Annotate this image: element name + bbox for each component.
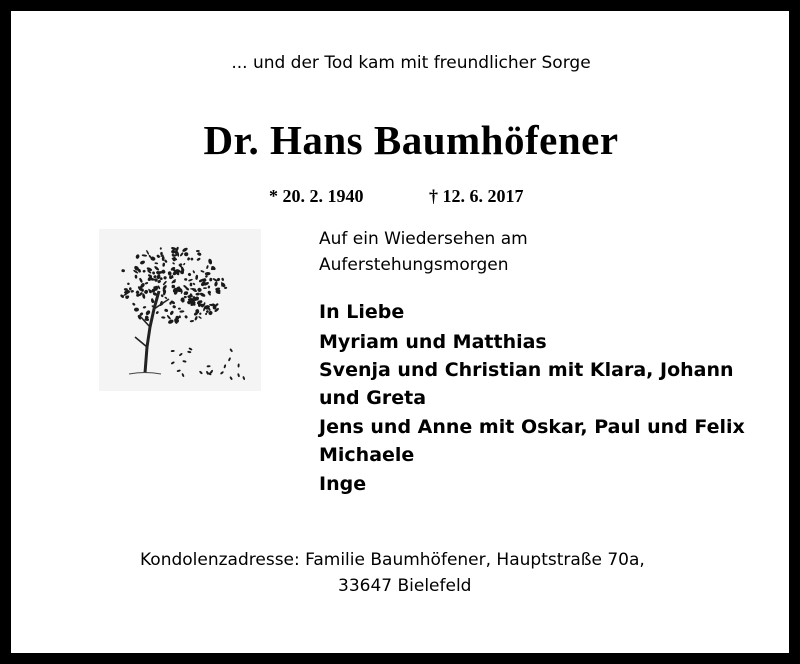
quote-line-2: Auferstehungsmorgen xyxy=(319,255,509,275)
death-date: † 12. 6. 2017 xyxy=(429,186,524,206)
family-line: Michaele xyxy=(319,444,415,466)
quote-line-1: Auf ein Wiedersehen am xyxy=(319,229,528,249)
family-line: Svenja und Christian mit Klara, Johann xyxy=(319,359,734,381)
motto-line: ... und der Tod kam mit freundlicher Sorge xyxy=(231,53,591,73)
windblown-tree-illustration xyxy=(99,229,261,391)
family-line: und Greta xyxy=(319,387,427,409)
birth-date: * 20. 2. 1940 xyxy=(269,186,364,206)
deceased-name: Dr. Hans Baumhöfener xyxy=(203,117,619,163)
family-line: Inge xyxy=(319,473,367,495)
family-line: Jens und Anne mit Oskar, Paul und Felix xyxy=(319,416,745,438)
condolence-address: Kondolenzadresse: Familie Baumhöfener, Hauptstraße 70a, xyxy=(140,550,645,570)
family-line: In Liebe xyxy=(319,301,405,323)
condolence-city: 33647 Bielefeld xyxy=(338,576,472,596)
family-line: Myriam und Matthias xyxy=(319,331,547,353)
